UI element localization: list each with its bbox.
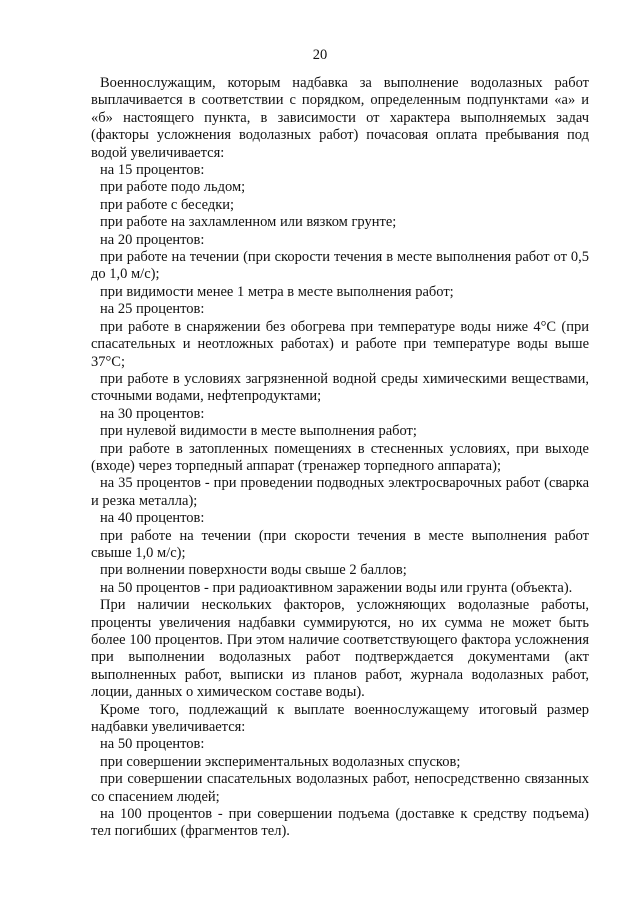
page-number: 20 <box>312 47 328 63</box>
paragraph-15-percent: на 15 процентов: <box>100 162 205 179</box>
paragraph-100-percent: на 100 процентов - при совершении подъема (доставке к средству подъема) тел погибших (фрагментов тел). <box>91 806 589 840</box>
paragraph-50-percent-radiation: на 50 процентов - при радиоактивном заражении воды или грунта (объекта). <box>100 579 573 596</box>
paragraph-35-percent-welding: на 35 процентов - при проведении подводных электросварочных работ (сварка и резка металла); <box>91 475 589 509</box>
paragraph-intro: Военнослужащим, которым надбавка за выполнение водолазных работ выплачивается в соответствии с порядком, определенным подпунктами «а» и «б» настоящего пункта, в зависимости от характера выполняемых задач (факторы усложнения водолазных работ) почасовая оплата пребывания под водой увеличивается: <box>91 75 589 161</box>
paragraph-temperature: при работе в снаряжении без обогрева при температуре воды ниже 4°С (при спасательных и неотложных работах) и работе при температуре воды выше 37°С; <box>91 318 589 370</box>
paragraph-from-platform: при работе с беседки; <box>100 196 235 213</box>
paragraph-additionally: Кроме того, подлежащий к выплате военнослужащему итоговый размер надбавки увеличивается: <box>91 701 589 736</box>
paragraph-visibility-low: при видимости менее 1 метра в месте выполнения работ; <box>100 283 454 300</box>
document-body <box>91 75 589 841</box>
paragraph-current-high: при работе на течении (при скорости течения в месте выполнения работ свыше 1,0 м/с); <box>91 527 589 561</box>
paragraph-30-percent: на 30 процентов: <box>100 405 205 422</box>
paragraph-polluted-water: при работе в условиях загрязненной водной среды химическими веществами, сточными водами, нефтепродуктами; <box>91 370 589 405</box>
paragraph-rescue-works: при совершении спасательных водолазных работ, непосредственно связанных со спасением людей; <box>91 771 589 805</box>
paragraph-waves: при волнении поверхности воды свыше 2 баллов; <box>100 562 407 579</box>
paragraph-25-percent: на 25 процентов: <box>100 301 205 318</box>
paragraph-current-low: при работе на течении (при скорости течения в месте выполнения работ от 0,5 до 1,0 м/с); <box>91 249 589 283</box>
paragraph-flooded-rooms: при работе в затопленных помещениях в стесненных условиях, при выходе (входе) через торпедный аппарат (тренажер торпедного аппарата); <box>91 440 589 474</box>
paragraph-20-percent: на 20 процентов: <box>100 231 205 248</box>
paragraph-40-percent: на 40 процентов: <box>100 510 205 527</box>
paragraph-zero-visibility: при нулевой видимости в месте выполнения работ; <box>100 423 417 440</box>
paragraph-under-ice: при работе подо льдом; <box>100 179 246 196</box>
paragraph-experimental-dives: при совершении экспериментальных водолазных спусков; <box>100 753 461 770</box>
paragraph-cluttered-ground: при работе на захламленном или вязком грунте; <box>100 214 397 231</box>
paragraph-multiple-factors: При наличии нескольких факторов, усложняющих водолазные работы, проценты увеличения надбавки суммируются, но их сумма не может быть более 100 процентов. При этом наличие соответствующего фактора усложнения при выполнении водолазных работ подтверждается документами (акт выполненных работ, выписки из планов работ, журнала водолазных работ, лоции, данных о химическом составе воды). <box>91 597 589 701</box>
paragraph-50-percent: на 50 процентов: <box>100 736 205 753</box>
